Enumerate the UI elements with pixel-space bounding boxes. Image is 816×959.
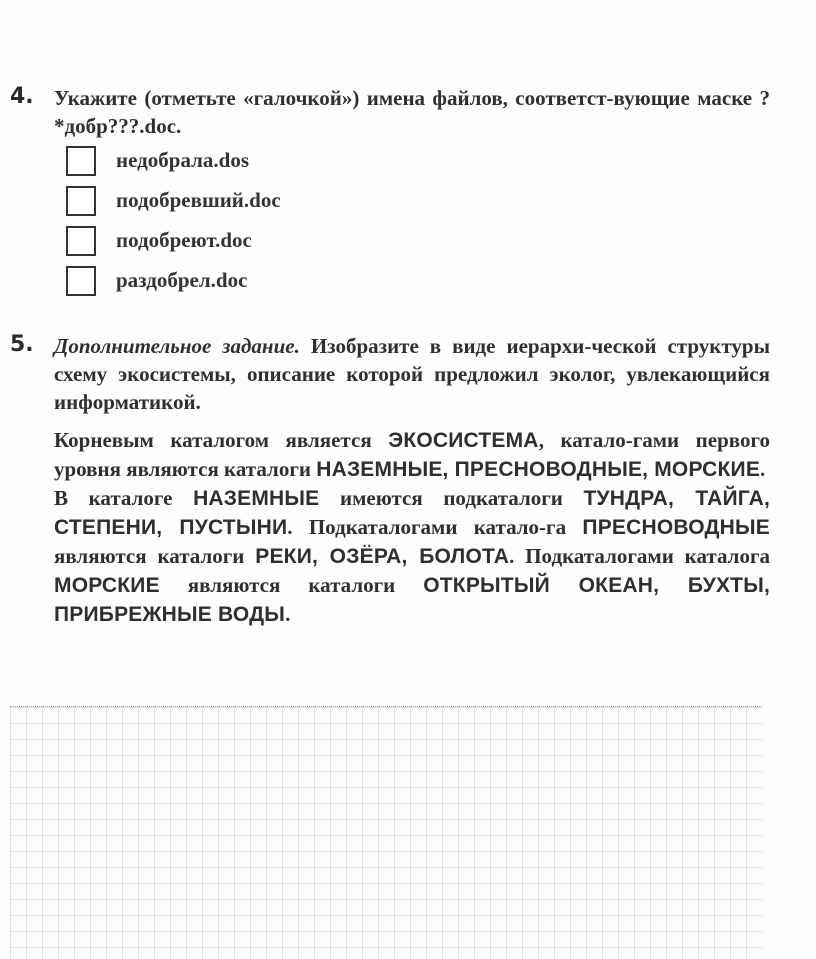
p2-text-3: . Подкаталогами катало-га xyxy=(287,515,583,539)
p1-catalogs-level-1: НАЗЕМНЫЕ, ПРЕСНОВОДНЫЕ, МОРСКИЕ xyxy=(316,458,761,481)
p1-text-2: , катало-гами первого уровня являются каталоги xyxy=(54,428,770,481)
option-3-label: подобреют.doc xyxy=(116,228,252,252)
p1-text-1: Корневым каталогом является xyxy=(54,428,389,452)
answer-grid[interactable] xyxy=(10,706,762,959)
p2-freshwater-subcatalogs: РЕКИ, ОЗЁРА, БОЛОТА xyxy=(255,545,510,568)
task-5-heading-text: Изобразите в виде иерархи-ческой структуры схему экосистемы, описание которой предложил эколог, увлекающийся информатикой. xyxy=(54,334,770,414)
task-5-heading xyxy=(54,332,770,416)
option-1-label: недобрала.dos xyxy=(116,148,250,172)
option-4-label: раздобрел.doc xyxy=(116,268,248,292)
p2-text-2: имеются подкаталоги xyxy=(319,486,584,510)
option-3-checkbox[interactable] xyxy=(66,226,96,256)
ecosystem-description xyxy=(54,426,770,629)
task-4-number: 4. xyxy=(10,84,34,109)
grid-dot-mask xyxy=(10,707,762,959)
p2-marine-subcatalogs: ОТКРЫТЫЙ ОКЕАН, БУХТЫ, ПРИБРЕЖНЫЕ ВОДЫ xyxy=(54,574,770,626)
option-podobreyut[interactable] xyxy=(58,226,458,266)
option-razdobrel[interactable] xyxy=(58,266,458,306)
p2-land-subcatalogs: ТУНДРА, ТАЙГА, СТЕПЕНИ, ПУСТЫНИ xyxy=(54,487,770,539)
p2-catalog-freshwater: ПРЕСНОВОДНЫЕ xyxy=(582,516,770,539)
task-4-options xyxy=(58,146,458,306)
p2-text-6: являются каталоги xyxy=(159,573,424,597)
task-4 xyxy=(10,84,770,304)
p2-text-7: . xyxy=(285,602,291,626)
option-podobrevshiy[interactable] xyxy=(58,186,458,226)
p2-text-1: В каталоге xyxy=(54,486,194,510)
p2-catalog-marine: МОРСКИЕ xyxy=(54,574,160,597)
task-4-question: Укажите (отметьте «галочкой») имена файлов, соответст-вующие маске ?*добр???.doc. xyxy=(54,86,770,138)
p2-catalog-land: НАЗЕМНЫЕ xyxy=(193,487,320,510)
p1-catalog-root: ЭКОСИСТЕМА xyxy=(388,429,539,452)
task-5-number: 5. xyxy=(10,332,34,357)
p1-text-3: . xyxy=(760,457,766,481)
p2-text-5: . Подкаталогами каталога xyxy=(509,544,770,568)
option-4-checkbox[interactable] xyxy=(66,266,96,296)
option-nedobrala[interactable] xyxy=(58,146,458,186)
p2-text-4: являются каталоги xyxy=(54,544,256,568)
option-2-label: подобревший.doc xyxy=(116,188,281,212)
task-5 xyxy=(10,332,770,692)
description-paragraph-2 xyxy=(54,484,770,629)
option-2-checkbox[interactable] xyxy=(66,186,96,216)
description-paragraph-1 xyxy=(54,426,770,484)
option-1-checkbox[interactable] xyxy=(66,146,96,176)
task-5-heading-italic: Дополнительное задание. xyxy=(54,334,300,358)
